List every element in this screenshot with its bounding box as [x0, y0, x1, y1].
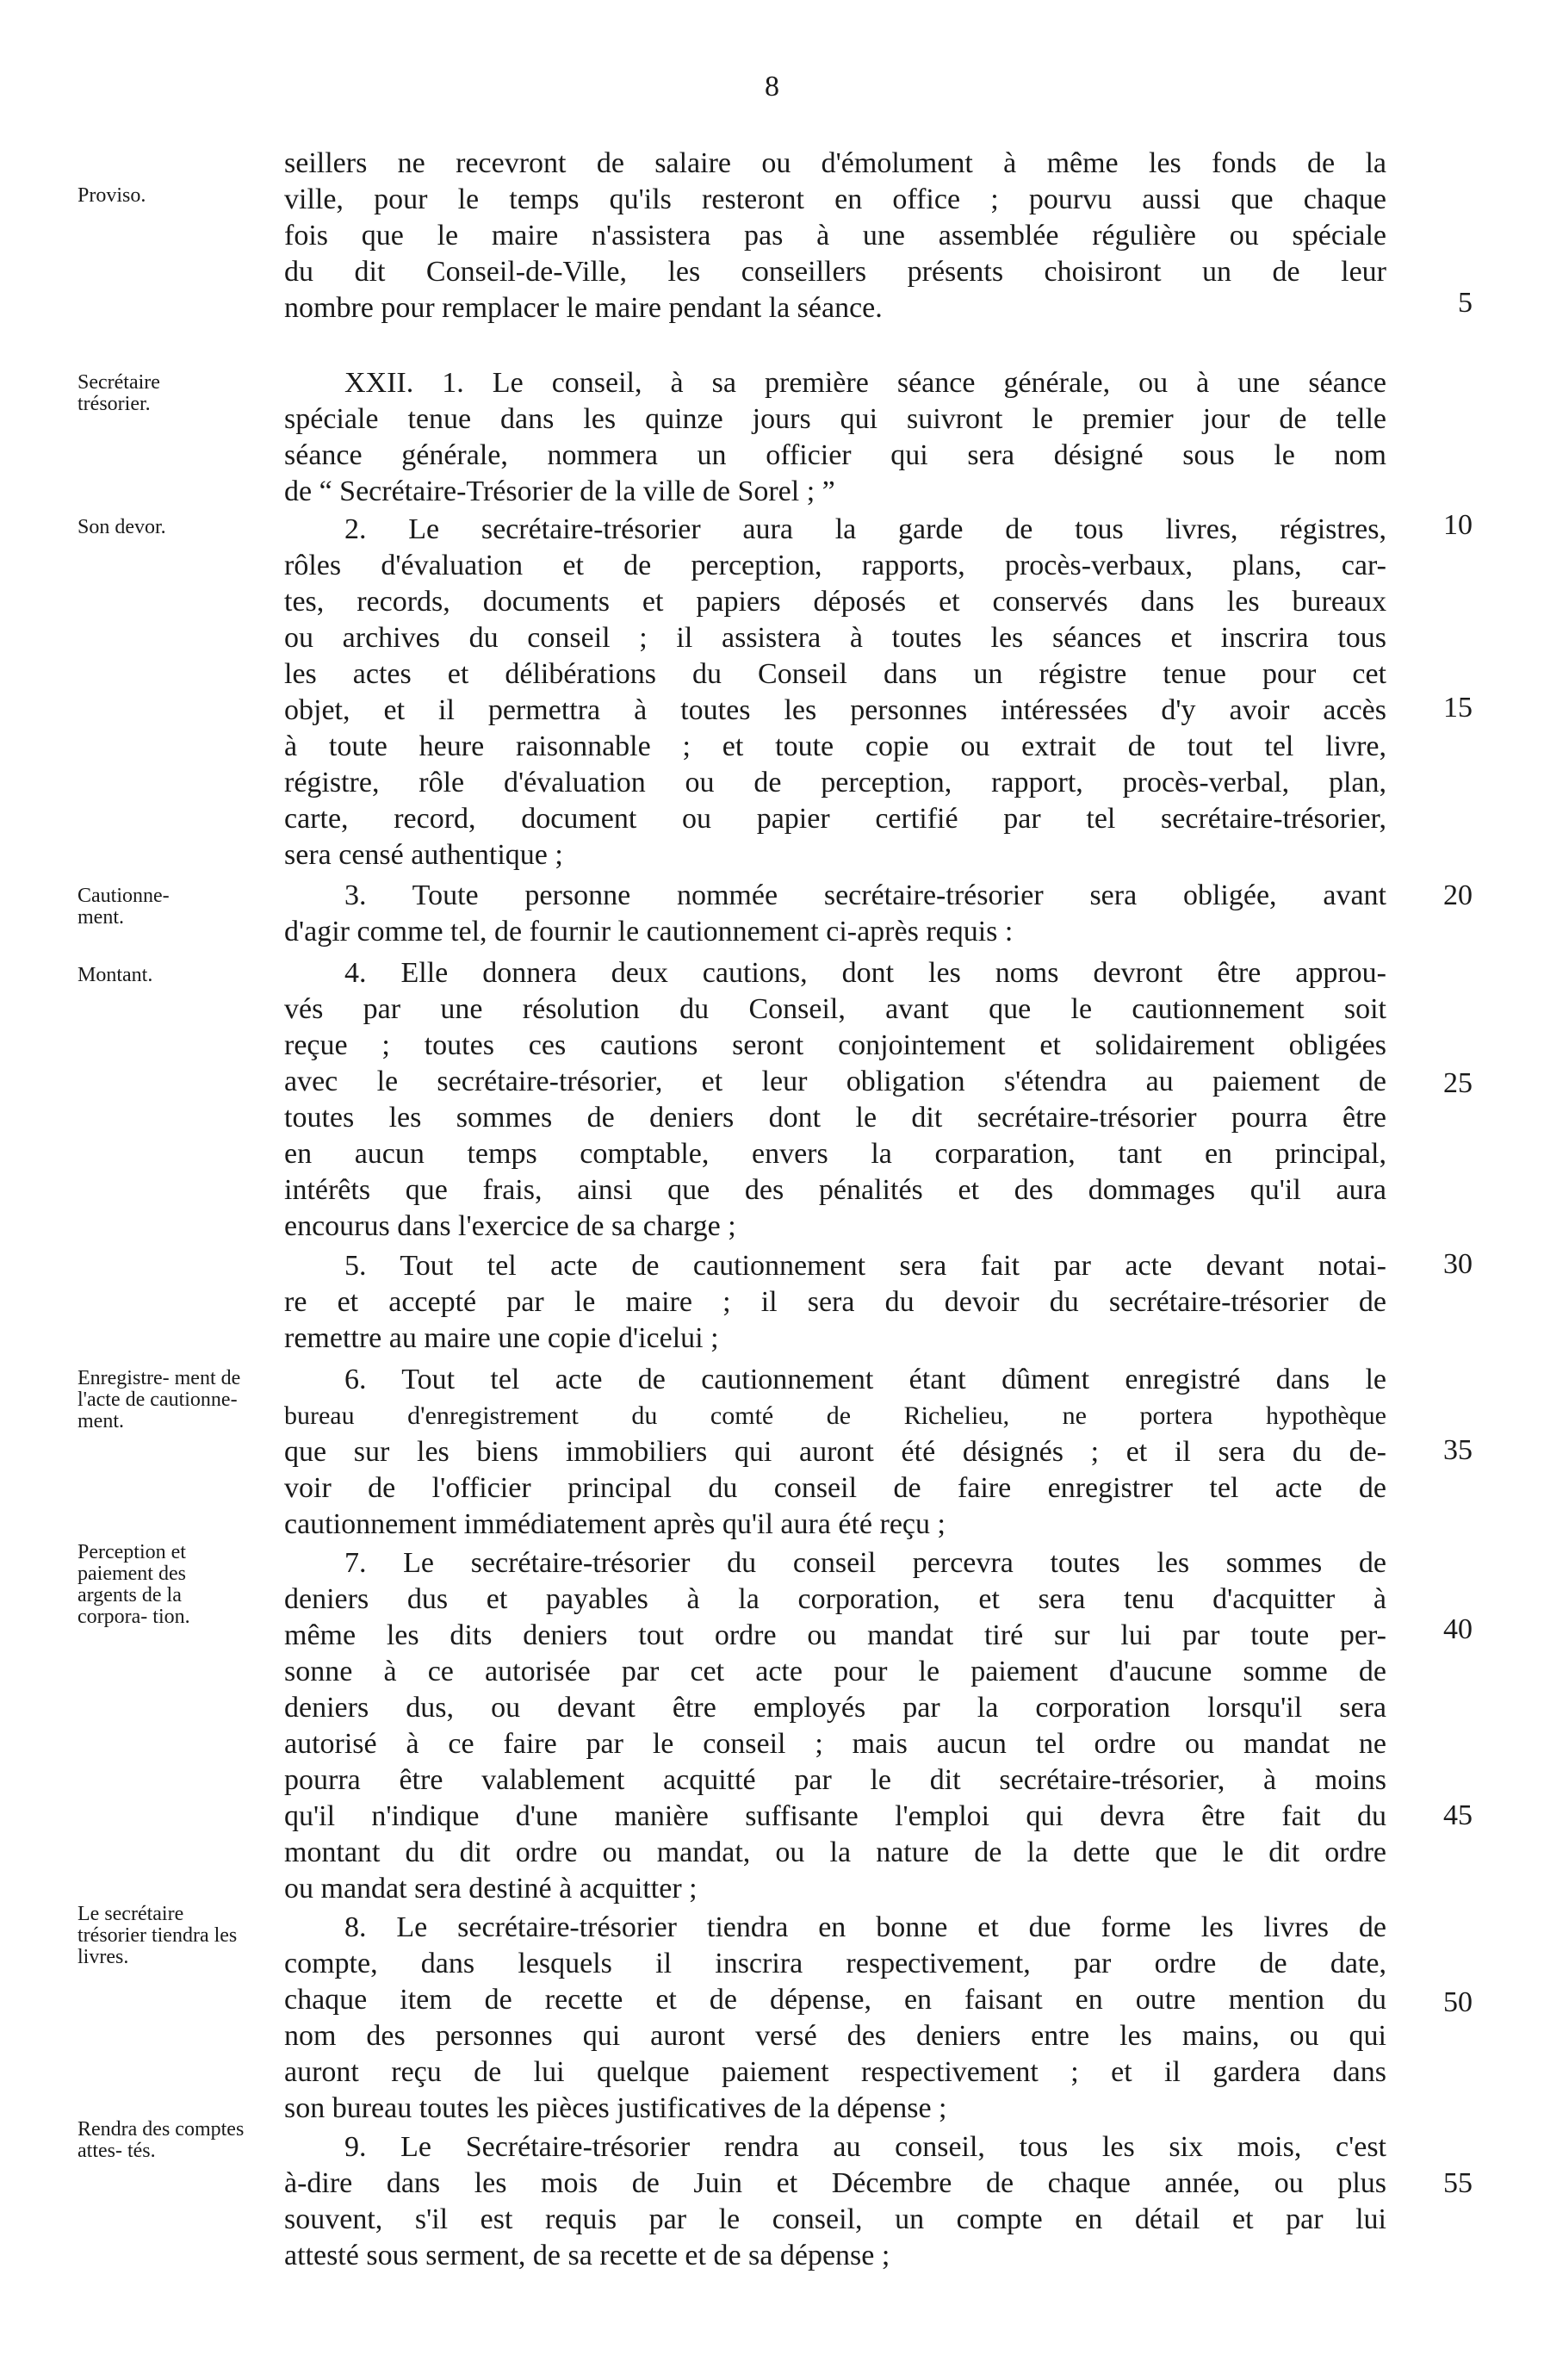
text-line: deniers dus, ou devant être employés par la corporation lorsqu'il sera — [284, 1692, 1386, 1724]
text-line: 6. Tout tel acte de cautionnement étant dûment enregistré dans le — [344, 1364, 1386, 1395]
text-line: voir de l'officier principal du conseil de faire enregistrer tel acte de — [284, 1472, 1386, 1504]
text-line: re et accepté par le maire ; il sera du devoir du secrétaire-trésorier de — [284, 1286, 1386, 1318]
text-line: du dit Conseil-de-Ville, les conseillers présents choisiront un de leur — [284, 256, 1386, 288]
text-line: 4. Elle donnera deux cautions, dont les noms devront être approu- — [344, 957, 1386, 989]
text-line: avec le secrétaire-trésorier, et leur obligation s'étendra au paiement de — [284, 1066, 1386, 1097]
text-line: tes, records, documents et papiers déposés et conservés dans les bureaux — [284, 586, 1386, 618]
line-number: 15 — [1443, 692, 1473, 724]
text-line: en aucun temps comptable, envers la corparation, tant en principal, — [284, 1138, 1386, 1170]
text-line: deniers dus et payables à la corporation, et sera tenu d'acquitter à — [284, 1583, 1386, 1615]
text-line: régistre, rôle d'évaluation ou de perception, rapport, procès-verbal, plan, — [284, 767, 1386, 799]
text-line: toutes les sommes de deniers dont le dit secrétaire-trésorier pourra être — [284, 1102, 1386, 1134]
text-line: cautionnement immédiatement après qu'il aura été reçu ; — [284, 1508, 946, 1540]
text-line: ou mandat sera destiné à acquitter ; — [284, 1873, 698, 1905]
text-line: fois que le maire n'assistera pas à une assemblée régulière ou spéciale — [284, 220, 1386, 252]
text-line: d'agir comme tel, de fournir le cautionnement ci-après requis : — [284, 916, 1014, 948]
line-number: 5 — [1458, 287, 1473, 319]
text-line: vés par une résolution du Conseil, avant que le cautionnement soit — [284, 993, 1386, 1025]
text-line: sonne à ce autorisée par cet acte pour le paiement d'aucune somme de — [284, 1656, 1386, 1687]
margin-note-proviso: Proviso. — [78, 184, 146, 207]
text-line: qu'il n'indique d'une manière suffisante l'emploi qui devra être fait du — [284, 1800, 1386, 1832]
text-line: carte, record, document ou papier certifié par tel secrétaire-trésorier, — [284, 803, 1386, 835]
text-line: seillers ne recevront de salaire ou d'émolument à même les fonds de la — [284, 147, 1386, 179]
line-number: 30 — [1443, 1248, 1473, 1280]
margin-note-enregistrement: Enregistre- ment de l'acte de cautionne- ment. — [78, 1367, 241, 1432]
margin-note-livres: Le secrétaire trésorier tiendra les livres. — [78, 1903, 238, 1968]
text-line: sera censé authentique ; — [284, 839, 563, 871]
text-line: nom des personnes qui auront versé des deniers entre les mains, ou qui — [284, 2020, 1386, 2052]
margin-note-cautionnement: Cautionne- ment. — [78, 885, 170, 929]
text-line: 3. Toute personne nommée secrétaire-trésorier sera obligée, avant — [344, 879, 1386, 911]
text-line: séance générale, nommera un officier qui sera désigné sous le nom — [284, 439, 1386, 471]
text-line: son bureau toutes les pièces justificatives de la dépense ; — [284, 2092, 947, 2124]
text-line: à toute heure raisonnable ; et toute copie ou extrait de tout tel livre, — [284, 730, 1386, 762]
margin-note-son-devoir: Son devor. — [78, 516, 166, 538]
text-line: bureau d'enregistrement du comté de Richelieu, ne portera hypothèque — [284, 1401, 1386, 1430]
line-number: 25 — [1443, 1067, 1473, 1099]
text-line: à-dire dans les mois de Juin et Décembre de chaque année, ou plus — [284, 2167, 1386, 2199]
text-line: 5. Tout tel acte de cautionnement sera fait par acte devant notai- — [344, 1250, 1386, 1282]
margin-note-montant: Montant. — [78, 964, 153, 986]
text-line: encourus dans l'exercice de sa charge ; — [284, 1210, 736, 1242]
text-line: spéciale tenue dans les quinze jours qui suivront le premier jour de telle — [284, 403, 1386, 435]
line-number: 45 — [1443, 1799, 1473, 1831]
text-line: que sur les biens immobiliers qui auront été désignés ; et il sera du de- — [284, 1436, 1386, 1468]
line-number: 55 — [1443, 2167, 1473, 2199]
text-line: pourra être valablement acquitté par le dit secrétaire-trésorier, à moins — [284, 1764, 1386, 1796]
margin-note-comptes: Rendra des comptes attes- tés. — [78, 2118, 245, 2162]
text-line: intérêts que frais, ainsi que des pénalités et des dommages qu'il aura — [284, 1174, 1386, 1206]
margin-note-perception: Perception et paiement des argents de la corpora- tion. — [78, 1541, 190, 1628]
text-line: reçue ; toutes ces cautions seront conjointement et solidairement obligées — [284, 1029, 1386, 1061]
text-line: 2. Le secrétaire-trésorier aura la garde de tous livres, régistres, — [344, 513, 1386, 545]
text-line: 9. Le Secrétaire-trésorier rendra au conseil, tous les six mois, c'est — [344, 2131, 1386, 2163]
text-line: auront reçu de lui quelque paiement respectivement ; et il gardera dans — [284, 2056, 1386, 2088]
text-line: souvent, s'il est requis par le conseil, un compte en détail et par lui — [284, 2203, 1386, 2235]
text-line: de “ Secrétaire-Trésorier de la ville de Sorel ; ” — [284, 475, 835, 507]
text-line: compte, dans lesquels il inscrira respectivement, par ordre de date, — [284, 1948, 1386, 1979]
text-line: 8. Le secrétaire-trésorier tiendra en bonne et due forme les livres de — [344, 1911, 1386, 1943]
text-line: rôles d'évaluation et de perception, rapports, procès-verbaux, plans, car- — [284, 550, 1386, 581]
text-line: nombre pour remplacer le maire pendant la séance. — [284, 292, 883, 324]
line-number: 20 — [1443, 879, 1473, 911]
line-number: 40 — [1443, 1613, 1473, 1645]
text-line: les actes et délibérations du Conseil dans un régistre tenue pour cet — [284, 658, 1386, 690]
text-line: même les dits deniers tout ordre ou mandat tiré sur lui par toute per- — [284, 1619, 1386, 1651]
line-number: 35 — [1443, 1434, 1473, 1466]
text-line: remettre au maire une copie d'icelui ; — [284, 1322, 719, 1354]
text-line: chaque item de recette et de dépense, en faisant en outre mention du — [284, 1984, 1386, 2016]
text-line: XXII. 1. Le conseil, à sa première séance générale, ou à une séance — [344, 367, 1386, 399]
text-line: ou archives du conseil ; il assistera à toutes les séances et inscrira tous — [284, 622, 1386, 654]
margin-note-secretaire: Secrétaire trésorier. — [78, 371, 160, 415]
text-line: montant du dit ordre ou mandat, ou la nature de la dette que le dit ordre — [284, 1836, 1386, 1868]
text-line: objet, et il permettra à toutes les personnes intéressées d'y avoir accès — [284, 694, 1386, 726]
text-line: 7. Le secrétaire-trésorier du conseil percevra toutes les sommes de — [344, 1547, 1386, 1579]
text-line: autorisé à ce faire par le conseil ; mais aucun tel ordre ou mandat ne — [284, 1728, 1386, 1760]
text-line: ville, pour le temps qu'ils resteront en office ; pourvu aussi que chaque — [284, 183, 1386, 215]
text-line: attesté sous serment, de sa recette et de sa dépense ; — [284, 2240, 890, 2271]
line-number: 50 — [1443, 1986, 1473, 2018]
page-number: 8 — [765, 71, 779, 103]
line-number: 10 — [1443, 509, 1473, 541]
